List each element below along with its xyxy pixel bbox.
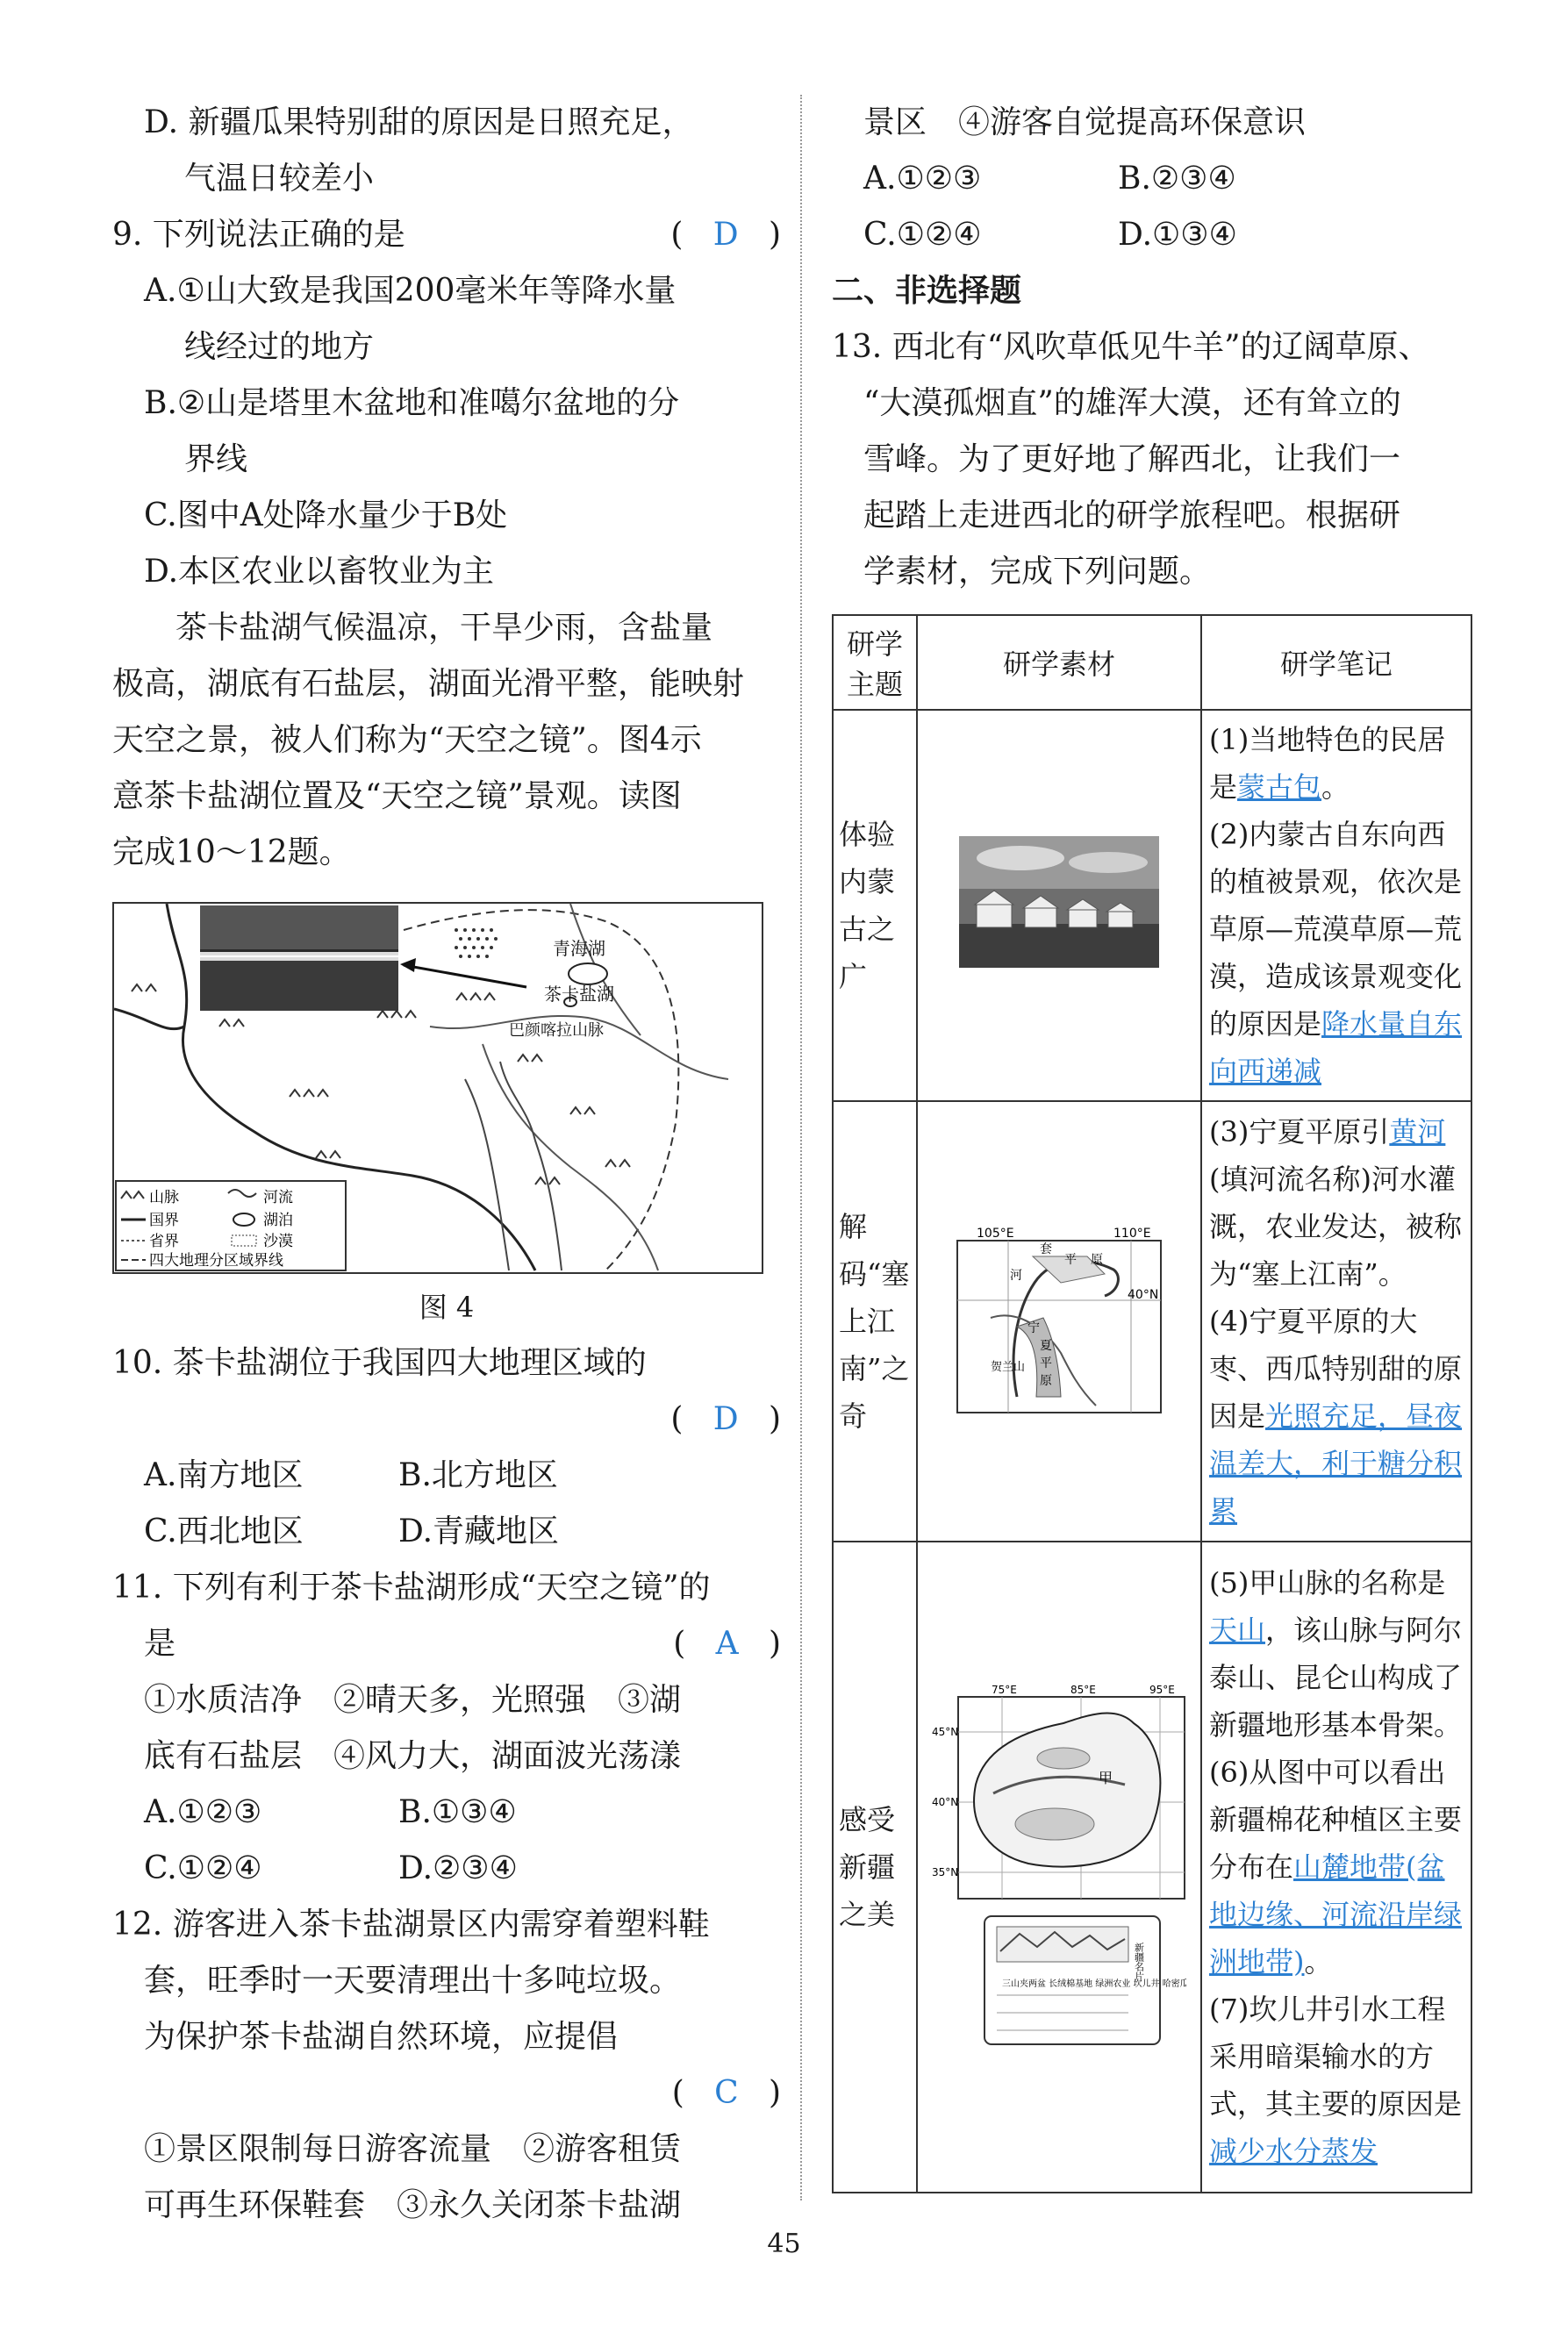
passage-line: 意茶卡盐湖位置及“天空之镜”景观。读图 [112, 778, 682, 814]
card-items: 三山夹两盆 长绒棉基地 绿洲农业 坎儿井 哈密瓜 [1002, 1979, 1186, 1989]
note-6-text: (6)从图中可以看出新疆棉花种植区主要分布在 [1209, 1756, 1463, 1884]
study-table [832, 614, 1472, 2193]
passage-line: 天空之景，被人们称为“天空之镜”。图4示 [112, 722, 702, 758]
q11-choices-row2 [112, 1841, 781, 1897]
q11-options-line2: 底有石盐层 ④风力大，湖面波光荡漾 [144, 1738, 682, 1774]
row1-topic: 体验内蒙古之广 [833, 710, 917, 1101]
label-ping: 平 [1064, 1253, 1077, 1267]
header-material: 研学素材 [917, 615, 1201, 710]
label-tao: 套 [1040, 1242, 1052, 1256]
q9-option-a-line2: 线经过的地方 [184, 329, 375, 365]
legend-region: 四大地理分区域界线 [149, 1252, 283, 1270]
lat-40: 40°N [932, 1796, 959, 1808]
q12-stem-line1: 12. 游客进入茶卡盐湖景区内需穿着塑料鞋 [112, 1907, 710, 1943]
lat-40: 40°N [1128, 1288, 1159, 1302]
q11-choice-d: D.②③④ [398, 1850, 518, 1886]
label-chaka: 茶卡盐湖 [544, 984, 614, 1005]
region-boundary [404, 910, 678, 1270]
legend-desert: 沙漠 [263, 1233, 293, 1250]
q12-choices-row2 [832, 207, 1481, 263]
q12-choices-row1 [832, 151, 1481, 207]
q9-option-b-line2: 界线 [184, 441, 248, 477]
q12-answer-bracket: ( C ) [671, 2075, 781, 2111]
left-column [112, 95, 781, 2234]
q10-choice-a: A.南方地区 [144, 1457, 304, 1493]
q11-choice-b: B.①③④ [398, 1794, 517, 1830]
q10-choices-row2 [112, 1504, 781, 1560]
note-1-answer: 蒙古包 [1237, 770, 1322, 804]
label-helan: 贺兰山 [991, 1361, 1026, 1374]
q11-choice-a: A.①②③ [144, 1794, 262, 1830]
q12-stem-line3: 为保护茶卡盐湖自然环境，应提倡 [144, 2019, 619, 2055]
note-3-answer: 黄河 [1389, 1115, 1446, 1148]
label-ping2: 平 [1040, 1356, 1052, 1370]
header-topic: 研学主题 [833, 615, 917, 710]
lat-35: 35°N [932, 1866, 959, 1878]
note-7-answer: 减少水分蒸发 [1209, 2135, 1378, 2168]
row1-material [917, 710, 1201, 1101]
ningxia-map [956, 1221, 1163, 1414]
lon-95: 95°E [1149, 1684, 1175, 1696]
desert-area [455, 928, 498, 958]
right-column [832, 95, 1481, 2193]
row3-material [917, 1542, 1201, 2193]
q13-line: “大漠孤烟直”的雄浑大漠，还有耸立的 [863, 385, 1401, 421]
note-2-answer: 降水量自东向西递减 [1209, 1007, 1463, 1088]
table-row [833, 1101, 1471, 1542]
row3-topic: 感受新疆之美 [833, 1542, 917, 2193]
page-number: 45 [767, 2229, 801, 2259]
table-row [833, 1542, 1471, 2193]
q9-stem-text: 9. 下列说法正确的是 [112, 217, 405, 253]
q13-line: 雪峰。为了更好地了解西北，让我们一 [863, 441, 1401, 477]
passage-line: 茶卡盐湖气候温凉，干旱少雨，含盐量 [175, 610, 713, 646]
q13-line: 13. 西北有“风吹草低见牛羊”的辽阔草原、 [832, 329, 1430, 365]
map-legend [116, 1181, 346, 1270]
q11-stem-line2 [112, 1616, 781, 1672]
section-title: 二、非选择题 [832, 273, 1022, 309]
note-5 [1209, 1559, 1464, 1749]
note-5-text: (5)甲山脉的名称是 [1209, 1566, 1446, 1599]
figure-4-map [112, 902, 763, 1274]
qinghai-lake [569, 963, 607, 984]
note-3-end: (填河流名称)河水灌溉，农业发达，被称为“塞上江南”。 [1209, 1163, 1463, 1291]
note-4-text: (4)宁夏平原的大枣、西瓜特别甜的原因是 [1209, 1305, 1463, 1433]
note-5-end: ，该山脉与阿尔泰山、昆仑山构成了新疆地形基本骨架。 [1209, 1614, 1463, 1742]
passage-line: 完成10～12题。 [112, 834, 351, 870]
label-xia: 夏 [1040, 1339, 1052, 1353]
q13-line: 起踏上走进西北的研学旅程吧。根据研 [863, 497, 1401, 533]
q10-choice-d: D.青藏地区 [398, 1513, 560, 1549]
q11-answer: A [715, 1626, 739, 1662]
figure-caption: 图 4 [419, 1291, 475, 1324]
card-title: 新疆名片 [1133, 1943, 1145, 1981]
q10-choice-b: B.北方地区 [398, 1457, 558, 1493]
row1-notes [1201, 710, 1471, 1101]
note-4-answer: 光照充足，昼夜温差大，利于糖分积累 [1209, 1399, 1463, 1528]
q9-option-d: D.本区农业以畜牧业为主 [144, 554, 495, 590]
label-bayan: 巴颜喀拉山脉 [509, 1021, 604, 1040]
note-6 [1209, 1749, 1464, 1986]
row3-notes [1201, 1542, 1471, 2193]
lon-105: 105°E [977, 1227, 1014, 1241]
q11-choices-row1 [112, 1785, 781, 1841]
note-2 [1209, 811, 1464, 1095]
note-3-text: (3)宁夏平原引 [1209, 1115, 1390, 1148]
row2-topic: 解码“塞上江南”之奇 [833, 1101, 917, 1542]
q10-choices-row1 [112, 1448, 781, 1504]
note-6-end: 。 [1304, 1945, 1333, 1978]
legend-mountain: 山脉 [149, 1189, 179, 1206]
header-notes: 研学笔记 [1201, 615, 1471, 710]
q9-option-c: C.图中A处降水量少于B处 [144, 497, 508, 533]
lon-75: 75°E [992, 1684, 1017, 1696]
lon-85: 85°E [1070, 1684, 1096, 1696]
column-divider [800, 95, 802, 2200]
q12-options-line3: 景区 ④游客自觉提高环保意识 [863, 104, 1307, 140]
q12-choice-a: A.①②③ [863, 161, 982, 197]
q9-answer: D [712, 217, 739, 253]
note-7-text: (7)坎儿井引水工程采用暗渠输水的方式，其主要的原因是 [1209, 1993, 1463, 2121]
label-yuan2: 原 [1040, 1374, 1052, 1388]
lon-110: 110°E [1113, 1227, 1151, 1241]
note-2-text: (2)内蒙古自东向西的植被景观，依次是草原—荒漠草原—荒漠，造成该景观变化的原因是 [1209, 818, 1463, 1041]
q10-choice-c: C.西北地区 [144, 1513, 304, 1549]
q8-option-d-line1: D. 新疆瓜果特别甜的原因是日照充足， [144, 104, 694, 140]
row2-material [917, 1101, 1201, 1542]
q10-stem-line1: 10. 茶卡盐湖位于我国四大地理区域的 [112, 1345, 647, 1381]
legend-lake: 湖泊 [263, 1212, 293, 1229]
note-1-end: 。 [1321, 770, 1350, 804]
yurt-photo [959, 836, 1159, 968]
q11-answer-bracket: ( A ) [673, 1626, 781, 1662]
map-svg [114, 904, 762, 1272]
lat-45: 45°N [932, 1726, 959, 1738]
q9-option-b-line1: B.②山是塔里木盆地和准噶尔盆地的分 [144, 385, 680, 421]
q12-options-line2: 可再生环保鞋套 ③永久关闭茶卡盐湖 [144, 2187, 682, 2223]
q12-stem-line2: 套，旺季时一天要清理出十多吨垃圾。 [144, 1963, 682, 1999]
q11-stem-text: 是 [144, 1626, 176, 1662]
xinjiang-map [932, 1679, 1186, 2048]
label-ning: 宁 [1027, 1321, 1040, 1335]
table-header-row [833, 615, 1471, 710]
passage-line: 极高，湖底有石盐层，湖面光滑平整，能映射 [112, 666, 745, 702]
q11-stem-line1: 11. 下列有利于茶卡盐湖形成“天空之镜”的 [112, 1570, 711, 1606]
label-he: 河 [1010, 1269, 1022, 1283]
q12-options-line1: ①景区限制每日游客流量 ②游客租赁 [144, 2131, 682, 2167]
note-7 [1209, 1986, 1464, 2175]
label-yuan: 原 [1091, 1253, 1103, 1267]
table-row [833, 710, 1471, 1101]
q9-stem [112, 207, 781, 263]
q12-answer: C [714, 2075, 739, 2111]
label-qinghai-lake: 青海湖 [553, 938, 605, 959]
legend-province: 省界 [149, 1233, 179, 1250]
note-1-text: (1)当地特色的民居是 [1209, 723, 1446, 804]
note-4 [1209, 1298, 1464, 1535]
q12-choice-c: C.①②④ [863, 217, 982, 253]
q11-options-line1: ①水质洁净 ②晴天多，光照强 ③湖 [144, 1682, 682, 1718]
q10-answer: D [712, 1401, 739, 1437]
legend-river: 河流 [263, 1189, 293, 1206]
q11-choice-c: C.①②④ [144, 1850, 262, 1886]
q9-option-a-line1: A.①山大致是我国200毫米年等降水量 [144, 273, 677, 309]
note-3 [1209, 1108, 1464, 1298]
q12-choice-d: D.①③④ [1118, 217, 1237, 253]
legend-border: 国界 [149, 1212, 179, 1229]
q8-option-d-line2: 气温日较差小 [184, 161, 375, 197]
label-jia: 甲 [1099, 1770, 1113, 1786]
q13-line: 学素材，完成下列问题。 [863, 554, 1212, 590]
note-5-answer: 天山 [1209, 1614, 1266, 1647]
note-6-answer: 山麓地带(盆地边缘、河流沿岸绿洲地带) [1209, 1850, 1463, 1978]
row2-notes [1201, 1101, 1471, 1542]
note-1 [1209, 716, 1464, 811]
q9-answer-bracket: ( D ) [670, 217, 781, 253]
q10-answer-bracket: ( D ) [670, 1401, 781, 1437]
q12-choice-b: B.②③④ [1118, 161, 1236, 197]
